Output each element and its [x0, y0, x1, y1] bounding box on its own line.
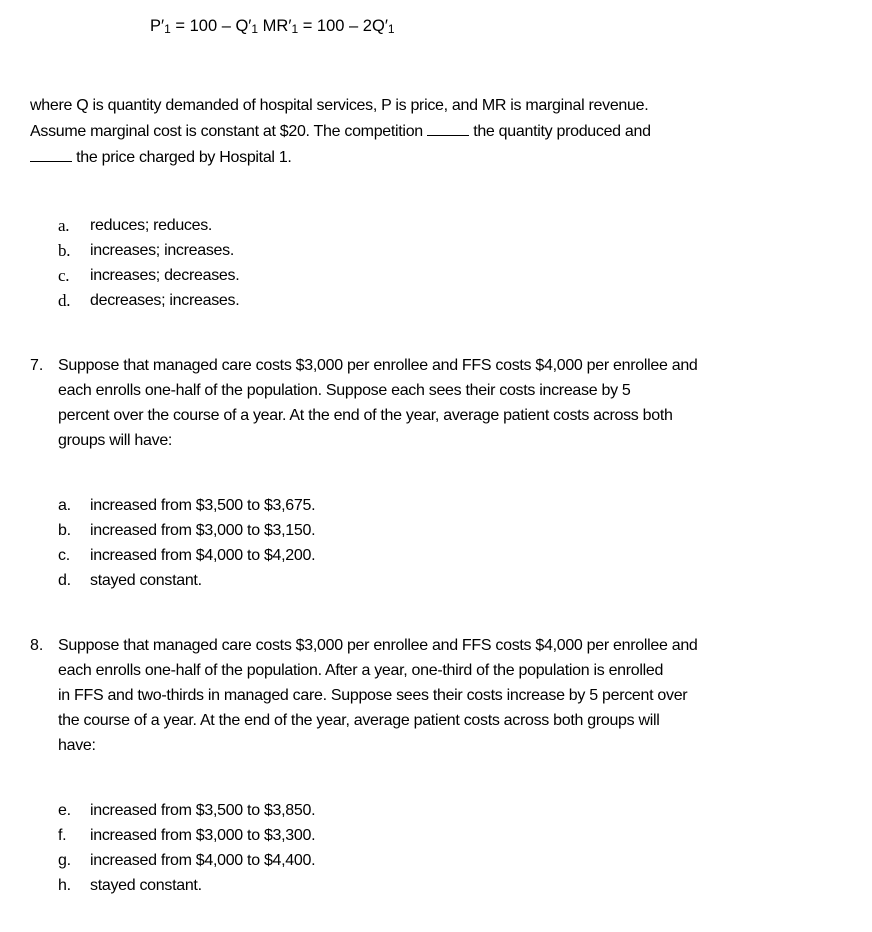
option-text: increased from $4,000 to $4,200.	[90, 547, 316, 564]
question-number: 7.	[30, 357, 44, 374]
question-text: the quantity produced and	[469, 123, 651, 140]
formula-text: 1	[291, 22, 299, 36]
question-number: 8.	[30, 637, 44, 654]
option-letter: b.	[58, 241, 71, 260]
option-letter: g.	[58, 852, 71, 869]
option-text: stayed constant.	[90, 877, 202, 894]
formula-text: 1	[387, 22, 395, 36]
option-text: stayed constant.	[90, 572, 202, 589]
formula-text: = 100 – 2Q′	[298, 17, 388, 35]
question-text: each enrolls one-half of the population. After a year, one-third of the population is enrolled	[58, 662, 664, 679]
question-text: the course of a year. At the end of the year, average patient costs across both groups will	[58, 712, 660, 729]
question-text: percent over the course of a year. At the end of the year, average patient costs across both	[58, 407, 673, 424]
option-letter: c.	[58, 266, 70, 285]
question-text: Suppose that managed care costs $3,000 per enrollee and FFS costs $4,000 per enrollee and	[58, 637, 698, 654]
formula-text: 1	[251, 22, 259, 36]
formula-text: P′	[150, 17, 165, 35]
formula-text: 1	[164, 22, 171, 36]
formula-text: MR′	[258, 17, 292, 35]
question-text: where Q is quantity demanded of hospital services, P is price, and MR is marginal revenue.	[30, 97, 649, 114]
option-letter: d.	[58, 291, 71, 310]
option-letter: d.	[58, 572, 71, 589]
option-letter: a.	[58, 216, 70, 235]
option-text: reduces; reduces.	[90, 217, 213, 234]
option-text: increased from $3,000 to $3,300.	[90, 827, 316, 844]
question-text: Suppose that managed care costs $3,000 per enrollee and FFS costs $4,000 per enrollee and	[58, 357, 698, 374]
formula-text: = 100 – Q′	[170, 17, 252, 35]
option-text: increased from $3,000 to $3,150.	[90, 522, 316, 539]
demand-formula	[150, 16, 395, 39]
answer-blank	[427, 123, 469, 136]
question-text: in FFS and two-thirds in managed care. Suppose sees their costs increase by 5 percent over	[58, 687, 688, 704]
option-letter: e.	[58, 802, 71, 819]
question-text: have:	[58, 737, 96, 754]
option-letter: c.	[58, 547, 70, 564]
question-text: the price charged by Hospital 1.	[72, 149, 292, 166]
option-text: increased from $3,500 to $3,850.	[90, 802, 316, 819]
option-letter: f.	[58, 827, 67, 844]
option-text: increased from $4,000 to $4,400.	[90, 852, 316, 869]
option-letter: a.	[58, 497, 71, 514]
option-text: increases; increases.	[90, 242, 234, 259]
option-text: increased from $3,500 to $3,675.	[90, 497, 316, 514]
answer-blank	[30, 149, 72, 162]
option-text: decreases; increases.	[90, 292, 240, 309]
question-text	[30, 122, 651, 142]
question-text: each enrolls one-half of the population. Suppose each sees their costs increase by 5	[58, 382, 631, 399]
option-letter: b.	[58, 522, 71, 539]
question-text: groups will have:	[58, 432, 173, 449]
option-text: increases; decreases.	[90, 267, 240, 284]
question-text	[30, 148, 292, 168]
option-letter: h.	[58, 877, 71, 894]
question-text: Assume marginal cost is constant at $20. The competition	[30, 123, 428, 140]
